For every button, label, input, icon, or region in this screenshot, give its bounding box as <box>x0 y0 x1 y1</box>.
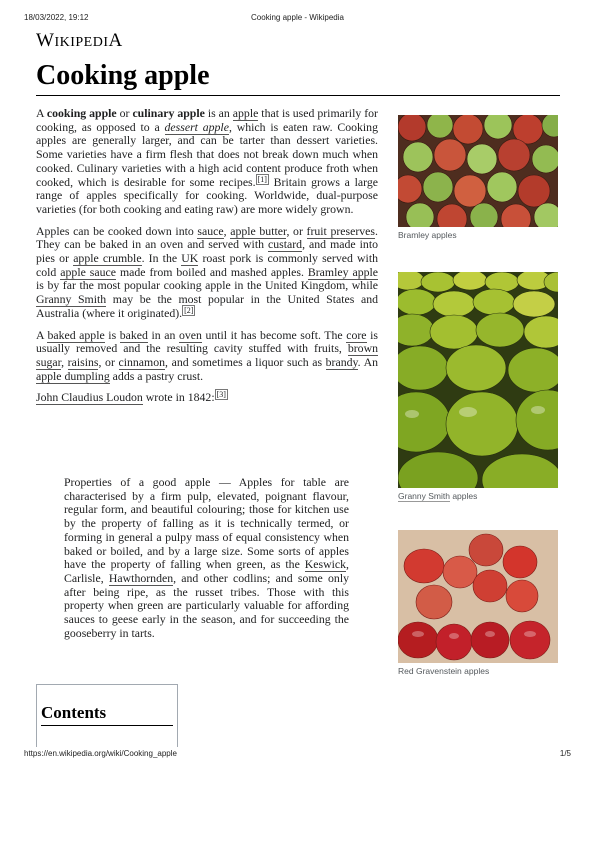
figure-granny-smith <box>398 272 558 501</box>
figure-caption <box>398 491 558 501</box>
paragraph-loudon <box>36 391 378 405</box>
link-apple-sauce[interactable]: apple sauce <box>60 264 116 279</box>
link-uk[interactable]: UK <box>181 251 199 266</box>
text: , and made into pies or <box>36 237 378 266</box>
link-granny-smith-caption[interactable]: Granny Smith <box>398 491 450 501</box>
link-apple[interactable]: apple <box>232 106 259 120</box>
link-raisins[interactable]: raisins <box>67 354 99 369</box>
link-apple-butter[interactable]: apple butter <box>230 223 287 238</box>
text: made from boiled and mashed apples. <box>116 264 308 279</box>
citation-label: [2] <box>184 305 194 315</box>
text: is an <box>204 106 233 120</box>
text: A <box>36 106 47 120</box>
wordmark-ikipedi: IKIPEDI <box>54 35 109 50</box>
print-page-number: 1/5 <box>559 749 571 758</box>
paragraph-intro <box>36 107 378 217</box>
link-brown-sugar[interactable]: brown sugar <box>36 341 378 369</box>
text: A <box>36 327 48 342</box>
figure-caption: Red Gravenstein apples <box>398 666 490 676</box>
text: Properties of a good apple — Apples for table are characterised by a firm pulp, elevated, poignant flavour, regular form, and beautiful colouring; those for kitchen use by the property of falling as it is technically termed, or forming in general a pulpy mass of equal consistency when baked or boiled, and by a large size. Some sorts of apples have the property of falling when green, as the <box>64 475 349 572</box>
text: adds a pastry crust. <box>109 368 204 383</box>
wikipedia-wordmark[interactable] <box>36 30 123 52</box>
caption-text: apples <box>449 491 478 501</box>
citation-2[interactable] <box>182 305 195 316</box>
text: , or <box>286 223 307 238</box>
link-fruit-preserves[interactable]: fruit preserves <box>306 223 376 238</box>
figure-bramley <box>398 115 558 240</box>
text: Britain grows a large range of apples specifically for cooking. Worldwide, dual-purpose varieties (for both cooking and eating raw) are more widely grown. <box>36 174 379 216</box>
link-baked-apple[interactable]: baked apple <box>47 327 105 342</box>
text: , <box>223 223 231 238</box>
link-bramley-apple[interactable]: Bramley apple <box>307 264 379 279</box>
figure-caption: Bramley apples <box>398 230 457 240</box>
toc-title: Contents <box>41 703 107 722</box>
text: , <box>61 354 68 369</box>
citation-1[interactable] <box>256 174 269 185</box>
text: is by far the most popular cooking apple in the United Kingdom, while <box>36 278 378 293</box>
text: in an <box>147 327 179 342</box>
bramley-apples-image[interactable] <box>398 115 558 227</box>
toc-underline <box>41 725 173 726</box>
text: roast pork is commonly served with cold <box>36 251 379 279</box>
link-dessert-apple[interactable]: dessert apple <box>164 119 229 134</box>
citation-3[interactable] <box>215 389 228 400</box>
wordmark-w: W <box>36 30 55 51</box>
text: , and sometimes a liquor such as <box>165 354 326 369</box>
link-granny-smith[interactable]: Granny Smith <box>36 292 107 307</box>
paragraph-uses <box>36 225 378 321</box>
red-gravenstein-apples-image[interactable] <box>398 530 558 663</box>
link-loudon[interactable]: John Claudius Loudon <box>36 390 143 405</box>
figure-red-gravenstein <box>398 530 558 676</box>
article-body <box>36 107 378 413</box>
table-of-contents <box>36 684 178 747</box>
link-hawthornden[interactable]: Hawthornden <box>108 570 174 585</box>
page-title: Cooking apple <box>36 60 210 91</box>
bold-term: cooking apple <box>46 106 117 120</box>
text: , and other codlins; and some only after being ripe, as the russet tribes. Those with this property when green are particularly valuable for affording sauces to geese early in the season, and for succeeding the gooseberry in tarts. <box>64 570 350 640</box>
link-baked[interactable]: baked <box>119 327 148 342</box>
print-url: https://en.wikipedia.org/wiki/Cooking_apple <box>24 749 177 758</box>
text: that is used primarily for cooking, as opposed to a <box>36 106 378 134</box>
text: or <box>116 106 133 120</box>
link-apple-crumble[interactable]: apple crumble <box>73 251 142 266</box>
citation-label: [3] <box>216 390 226 400</box>
link-sauce[interactable]: sauce <box>197 223 224 238</box>
paragraph-baked <box>36 329 378 384</box>
link-brandy[interactable]: brandy <box>325 354 358 369</box>
text: until it has become soft. The <box>201 327 347 342</box>
text: , Carlisle, <box>64 557 349 585</box>
text: may be the most popular in the United States and Australia (where it originated). <box>36 292 378 320</box>
text: wrote in 1842: <box>142 390 215 405</box>
link-oven[interactable]: oven <box>178 327 202 342</box>
link-keswick[interactable]: Keswick <box>304 557 347 572</box>
link-apple-dumpling[interactable]: apple dumpling <box>36 368 110 383</box>
text: is usually removed and the resulting cavity stuffed with fruits, <box>36 327 378 356</box>
text: is <box>104 327 120 342</box>
title-underline <box>36 95 560 96</box>
link-core[interactable]: core <box>346 327 367 342</box>
wordmark-a: A <box>108 30 123 51</box>
bold-term: culinary apple <box>132 106 205 120</box>
text: Apples can be cooked down into <box>36 223 198 238</box>
text: , which is eaten raw. Cooking apples are generally larger, and can be tarter than dessert varieties. Some varieties have a firm flesh that does not break down much when cooked. Culinary varieties with a high acid content produce froth when cooked, which is desirable for some recipes. <box>36 119 378 189</box>
text: . They can be baked in an oven and served with <box>36 223 378 252</box>
granny-smith-apples-image[interactable] <box>398 272 558 488</box>
text: , or <box>98 354 119 369</box>
print-datetime: 18/03/2022, 19:12 <box>24 13 89 22</box>
citation-label: [1] <box>257 174 267 184</box>
link-custard[interactable]: custard <box>268 237 303 252</box>
link-cinnamon[interactable]: cinnamon <box>118 354 166 369</box>
blockquote <box>64 476 349 640</box>
text: . In the <box>141 251 182 266</box>
print-page-title: Cooking apple - Wikipedia <box>251 13 344 22</box>
text: . An <box>357 354 378 369</box>
